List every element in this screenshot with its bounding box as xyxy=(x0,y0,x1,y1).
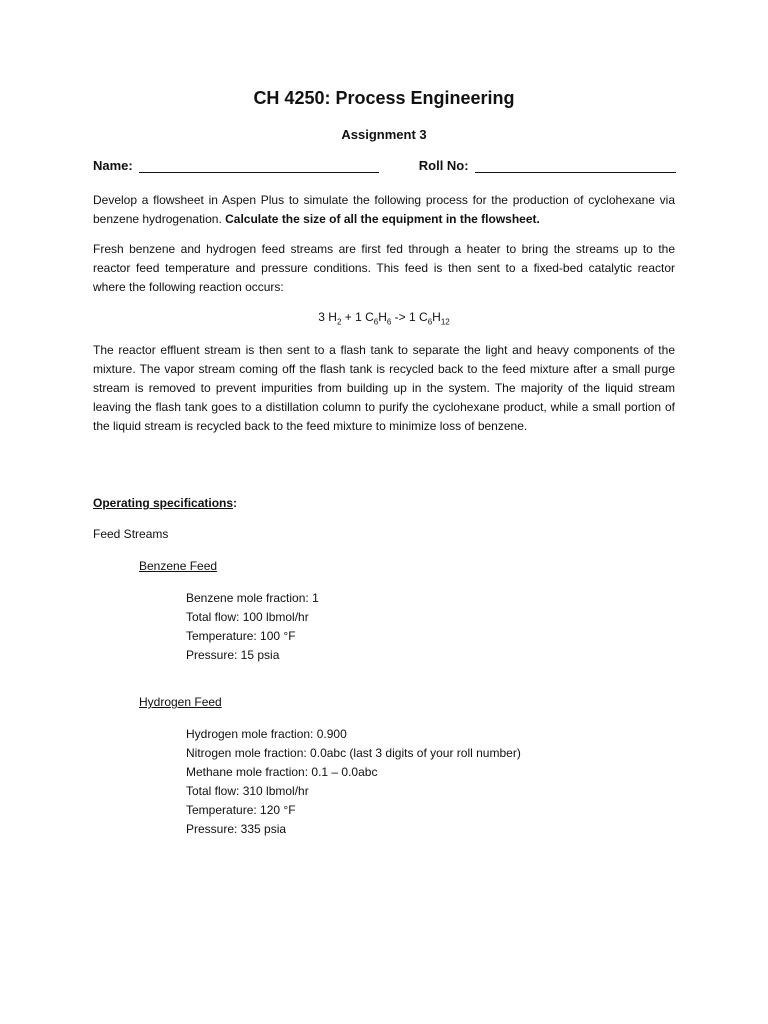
intro-text: Develop a flowsheet in Aspen Plus to simulate the following process for the production of cyclohexane via benzene hydrogenation. xyxy=(93,193,675,226)
list-item: Total flow: 100 lbmol/hr xyxy=(186,610,309,624)
list-item: Hydrogen mole fraction: 0.900 xyxy=(186,727,347,741)
list-item: Pressure: 335 psia xyxy=(186,822,287,836)
feed-streams-heading: Feed Streams xyxy=(93,527,169,541)
document-title: CH 4250: Process Engineering xyxy=(253,88,515,108)
list-item: Methane mole fraction: 0.1 – 0.0abc xyxy=(186,765,378,779)
name-roll-row xyxy=(93,158,676,173)
operating-specs-heading: Operating specifications: xyxy=(93,496,238,510)
benzene-feed-list xyxy=(186,589,319,665)
benzene-feed-heading: Benzene Feed xyxy=(139,559,218,573)
list-item: Benzene mole fraction: 1 xyxy=(186,591,319,605)
assignment-subtitle: Assignment 3 xyxy=(341,127,427,142)
reaction-equation: 3 $H_2 + 1$ $C_6H_6 -> 1$ $C_6H_{12}$ xyxy=(318,310,450,327)
roll-blank-line xyxy=(475,160,676,173)
list-item: Pressure: 15 psia xyxy=(186,648,280,662)
hydrogen-feed-list xyxy=(186,725,521,839)
process-paragraph: Fresh benzene and hydrogen feed streams are first fed through a heater to bring the streams up to the reactor feed temperature and pressure conditions. This feed is then sent to a fixed-bed catalytic reactor where the following reaction occurs: xyxy=(93,242,675,294)
roll-label: Roll No: xyxy=(418,158,469,173)
name-label: Name: xyxy=(93,158,133,173)
list-item: Temperature: 120 °F xyxy=(186,803,296,817)
list-item: Nitrogen mole fraction: 0.0abc (last 3 digits of your roll number) xyxy=(186,746,521,760)
intro-paragraph xyxy=(93,191,675,229)
effluent-paragraph: The reactor effluent stream is then sent to a flash tank to separate the light and heavy components of the mixture. The vapor stream coming off the flash tank is recycled back to the feed mixture after a small purge stream is removed to prevent impurities from building up in the system. The majority of the liquid stream leaving the flash tank goes to a distillation column to purify the cyclohexane product, while a small portion of the liquid stream is recycled back to the feed mixture to minimize loss of benzene. xyxy=(93,343,675,433)
intro-bold-text: Calculate the size of all the equipment in the flowsheet. xyxy=(225,212,540,226)
name-blank-line xyxy=(139,160,379,173)
hydrogen-feed-heading: Hydrogen Feed xyxy=(139,695,222,709)
list-item: Temperature: 100 °F xyxy=(186,629,296,643)
list-item: Total flow: 310 lbmol/hr xyxy=(186,784,309,798)
